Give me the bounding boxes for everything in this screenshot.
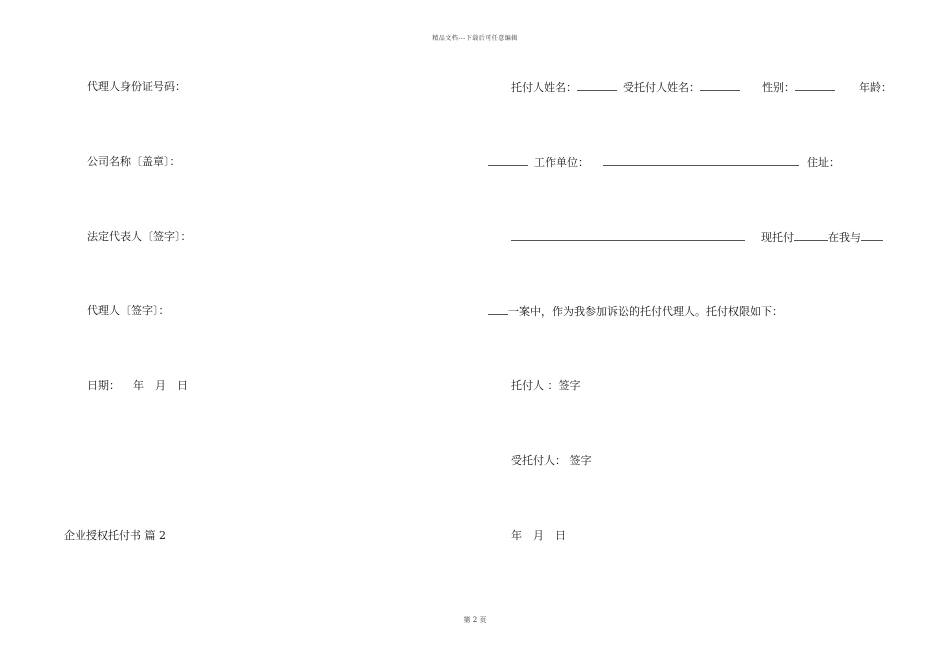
- principal-name-label: 托付人姓名：: [511, 81, 577, 94]
- age-label: 年龄：: [859, 81, 892, 94]
- date-month: 月: [155, 379, 166, 392]
- page-number: 第 2 页: [463, 616, 487, 624]
- header-note: 精品文档---下载后可任意编辑: [432, 35, 518, 42]
- right-date-month: 月: [533, 529, 544, 542]
- right-date-line: [511, 529, 566, 543]
- left-date-line: [87, 379, 188, 393]
- agent-id-label: 代理人身份证号码：: [87, 80, 186, 93]
- case-line: [488, 304, 783, 319]
- date-day: 日: [177, 379, 188, 392]
- entrust-line: [511, 230, 883, 245]
- date-year: 年: [133, 379, 144, 392]
- work-address-line: [488, 155, 840, 170]
- right-date-year: 年: [511, 529, 522, 542]
- gender-blank: [795, 80, 835, 91]
- right-date-day: 日: [555, 529, 566, 542]
- principal-info-line: [511, 80, 892, 95]
- agent-name-blank: [700, 80, 740, 91]
- principal-sign: 托付人 ：签字: [511, 379, 581, 392]
- entrust-mid: 在我与: [828, 231, 861, 244]
- case-text: 一案中，作为我参加诉讼的托付代理人。托付权限如下：: [508, 305, 783, 318]
- agent-sign: 受托付人： 签字: [511, 454, 592, 467]
- work-unit-blank: [603, 155, 799, 166]
- work-unit-label: 工作单位：: [534, 156, 589, 169]
- principal-name-blank: [577, 80, 617, 91]
- address-blank: [511, 230, 745, 241]
- section-title: 企业授权托付书 篇 2: [64, 529, 166, 542]
- legal-rep-label: 法定代表人〔签字〕：: [87, 230, 192, 243]
- entrust-text: 现托付: [761, 231, 794, 244]
- case-party-blank: [488, 304, 508, 315]
- company-name-label: 公司名称〔盖章〕：: [87, 155, 181, 168]
- age-blank: [488, 155, 528, 166]
- address-label: 住址：: [807, 156, 840, 169]
- entrusted-person-blank: [794, 230, 828, 241]
- agent-name-label: 受托付人姓名：: [623, 81, 700, 94]
- other-party-blank: [861, 230, 883, 241]
- date-label: 日期：: [87, 379, 120, 392]
- agent-sign-label: 代理人〔签字〕：: [87, 304, 170, 317]
- gender-label: 性别：: [762, 81, 795, 94]
